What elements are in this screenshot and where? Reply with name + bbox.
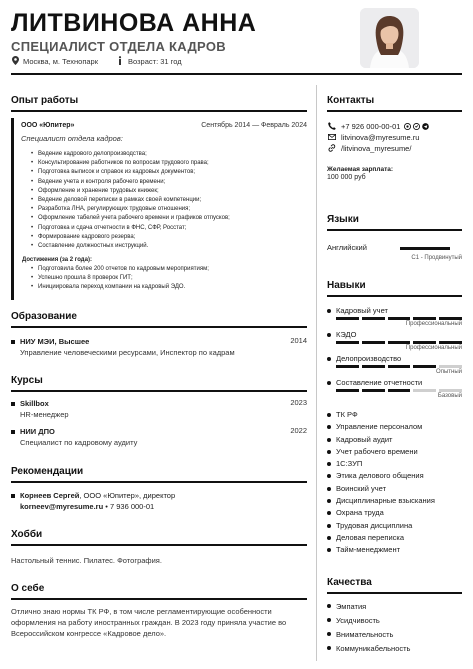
course-desc: Специалист по кадровому аудиту: [20, 438, 138, 447]
quality-item: Внимательность: [327, 628, 462, 642]
education-school: НИУ МЭИ, Высшее: [20, 337, 90, 346]
contact-email: litvinova@myresume.ru: [341, 133, 420, 142]
whatsapp-icon[interactable]: [404, 123, 411, 130]
skill-item: Дисциплинарные взыскания: [327, 495, 462, 507]
duty-item: • Консультирование работников по вопросам трудового права;: [31, 159, 306, 168]
rated-skill: [327, 306, 462, 327]
skill-bar-segment: [413, 365, 436, 368]
hobby-title: Хобби: [11, 529, 43, 540]
skill-bar-segment: [439, 389, 462, 392]
rated-skill-name: КЭДО: [327, 330, 462, 339]
skill-item: ТК РФ: [327, 409, 462, 421]
skill-item: Учет рабочего времени: [327, 446, 462, 458]
achievement-item: • Подготовила более 200 отчетов по кадровым мероприятиям;: [31, 265, 306, 274]
duty-item: • Ведение кадрового делопроизводства;: [31, 150, 306, 159]
rated-skill-bar: [336, 317, 462, 320]
skill-item: Кадровый аудит: [327, 434, 462, 446]
skill-item: Этика делового общения: [327, 470, 462, 482]
recommendations-title: Рекомендации: [11, 466, 84, 477]
skill-bar-segment: [388, 317, 411, 320]
skill-bar-segment: [336, 317, 359, 320]
header-divider: [11, 73, 462, 75]
info-icon: [116, 56, 124, 67]
education-rule: [11, 326, 307, 328]
recommender-phone: • 7 936 000-01: [103, 502, 155, 511]
about-title: О себе: [11, 583, 45, 594]
skill-item: 1С:ЗУП: [327, 458, 462, 470]
contact-phone-row[interactable]: [327, 121, 462, 132]
rated-skill: [327, 330, 462, 351]
language-level: C1 - Продвинутый: [411, 255, 462, 261]
duty-item: • Оформление и хранение трудовых книжек;: [31, 187, 306, 196]
skill-bar-segment: [362, 365, 385, 368]
qualities-title: Качества: [327, 577, 372, 588]
courses-title: Курсы: [11, 375, 43, 386]
job-role: Специалист отдела кадров:: [21, 134, 123, 143]
duty-item: • Формирование кадрового резерва;: [31, 233, 306, 242]
contacts-rule: [327, 110, 462, 112]
skill-bar-segment: [413, 389, 436, 392]
skill-bar-segment: [439, 341, 462, 344]
skill-bar-segment: [388, 365, 411, 368]
skill-bar-segment: [439, 365, 462, 368]
achievement-item: • Успешно прошла 8 проверок ГИТ;: [31, 274, 306, 283]
link-icon: [327, 144, 336, 154]
skill-bar-segment: [388, 389, 411, 392]
duty-item: • Ведение деловой переписки в рамках своей компетенции;: [31, 196, 306, 205]
rated-skill-bar: [336, 389, 462, 392]
duty-item: • Разработка ЛНА, регулирующих трудовые отношения;: [31, 205, 306, 214]
duty-item: • Подготовка выписок и справок из кадровых документов;: [31, 168, 306, 177]
skills-list: [327, 409, 462, 557]
column-divider: [316, 85, 317, 661]
messenger-icons: [404, 123, 429, 130]
about-rule: [11, 598, 307, 600]
language-level-bar: [400, 247, 450, 250]
rated-skill-level: Опытный: [436, 369, 462, 375]
skills-title: Навыки: [327, 280, 366, 291]
phone-icon: [327, 122, 336, 132]
candidate-name: ЛИТВИНОВА АННА: [11, 9, 257, 37]
email-icon: [327, 133, 336, 142]
duty-item: • Оформление табелей учета рабочего времени и графиков отпусков;: [31, 214, 306, 223]
rated-skill-name: Кадровый учет: [327, 306, 462, 315]
location-text: Москва, м. Технопарк: [23, 57, 99, 66]
rated-skill-level: Профессиональный: [405, 321, 462, 327]
quality-item: Усидчивость: [327, 614, 462, 628]
skill-item: Воинский учет: [327, 483, 462, 495]
contacts-title: Контакты: [327, 95, 375, 106]
duty-item: • Составление должностных инструкций.: [31, 242, 306, 251]
rated-skill: [327, 354, 462, 375]
education-program: Управление человеческими ресурсами, Инспектор по кадрам: [20, 348, 235, 357]
skill-bar-segment: [336, 341, 359, 344]
language-name: Английский: [327, 243, 367, 252]
achievements-list: [31, 265, 306, 293]
education-marker: [11, 340, 15, 344]
contact-link: /litvinova_myresume/: [341, 144, 412, 153]
telegram-icon[interactable]: [422, 123, 429, 130]
duty-item: • Ведение учета и контроля рабочего времени;: [31, 178, 306, 187]
education-entry: [11, 336, 307, 358]
rated-skill-level: Профессиональный: [405, 345, 462, 351]
job-duties: [31, 150, 306, 251]
skill-bar-segment: [362, 341, 385, 344]
skill-bar-segment: [336, 365, 359, 368]
languages-title: Языки: [327, 214, 359, 225]
profile-photo: [360, 8, 419, 68]
qualities-list: [327, 600, 462, 656]
skill-bar-segment: [362, 317, 385, 320]
course-desc: HR-менеджер: [20, 410, 69, 419]
course-year: 2022: [290, 426, 307, 435]
course-marker: [11, 402, 15, 406]
job-dates: Сентябрь 2014 — Февраль 2024: [201, 122, 307, 129]
rated-skill-name: Составление отчетности: [327, 378, 462, 387]
salary-value: 100 000 руб: [327, 174, 366, 181]
skill-item: Тайм-менеджмент: [327, 544, 462, 556]
course-marker: [11, 430, 15, 434]
course-entry: [11, 398, 307, 420]
qualities-rule: [327, 592, 462, 594]
contact-email-row[interactable]: [327, 132, 462, 143]
achievements-title: Достижения (за 2 года):: [22, 257, 92, 263]
recommendation-marker: [11, 494, 15, 498]
achievement-item: • Инициировала переход компании на кадровый ЭДО.: [31, 283, 306, 292]
skill-bar-segment: [439, 317, 462, 320]
recommendations-rule: [11, 481, 307, 483]
recommender-email[interactable]: korneev@myresume.ru: [20, 502, 104, 511]
languages-rule: [327, 229, 462, 231]
skill-item: Трудовая дисциплина: [327, 520, 462, 532]
recommender-name: Корнеев Сергей: [20, 491, 80, 500]
courses-rule: [11, 390, 307, 392]
course-name: НИИ ДПО: [20, 427, 55, 436]
skill-item: Деловая переписка: [327, 532, 462, 544]
course-year: 2023: [290, 398, 307, 407]
rated-skill: [327, 378, 462, 399]
rated-skill-bar: [336, 341, 462, 344]
contact-link-row[interactable]: [327, 143, 462, 154]
recommender-details: , ООО «Юпитер», директор: [79, 491, 176, 500]
rated-skill-level: Базовый: [437, 393, 462, 399]
skills-rule: [327, 295, 462, 297]
education-year: 2014: [290, 336, 307, 345]
skill-bar-segment: [413, 341, 436, 344]
experience-marker: [11, 118, 14, 300]
skill-bar-segment: [362, 389, 385, 392]
skill-bar-segment: [413, 317, 436, 320]
contact-phone: +7 926 000-00-01: [341, 122, 401, 131]
skill-item: Охрана труда: [327, 507, 462, 519]
viber-icon[interactable]: [413, 123, 420, 130]
quality-item: Эмпатия: [327, 600, 462, 614]
location-pin-icon: [11, 56, 19, 67]
recommendation-entry: [11, 490, 307, 512]
education-title: Образование: [11, 311, 77, 322]
skill-item: Управление персоналом: [327, 421, 462, 433]
rated-skill-name: Делопроизводство: [327, 354, 462, 363]
candidate-position: СПЕЦИАЛИСТ ОТДЕЛА КАДРОВ: [11, 39, 226, 54]
experience-rule: [11, 110, 307, 112]
quality-item: Коммуникабельность: [327, 642, 462, 656]
course-entry: [11, 426, 307, 448]
duty-item: • Подготовка и сдача отчетности в ФНС, СФР, Росстат;: [31, 224, 306, 233]
skill-bar-segment: [388, 341, 411, 344]
header-meta: [11, 56, 182, 67]
job-org: ООО «Юпитер»: [21, 122, 75, 129]
rated-skill-bar: [336, 365, 462, 368]
age-text: Возраст: 31 год: [128, 57, 182, 66]
hobby-rule: [11, 544, 307, 546]
about-text: Отлично знаю нормы ТК РФ, в том числе регламентирующие особенности оформления на работу иностранных граждан. В 2023 году приняла участие во Всероссийском конгрессе «Кадровое дело».: [11, 607, 287, 638]
skill-bar-segment: [336, 389, 359, 392]
experience-title: Опыт работы: [11, 95, 79, 106]
salary-label: Желаемая зарплата:: [327, 166, 394, 173]
course-name: Skillbox: [20, 399, 49, 408]
contacts-list: [327, 121, 462, 181]
hobby-text: Настольный теннис. Пилатес. Фотография.: [11, 556, 162, 565]
